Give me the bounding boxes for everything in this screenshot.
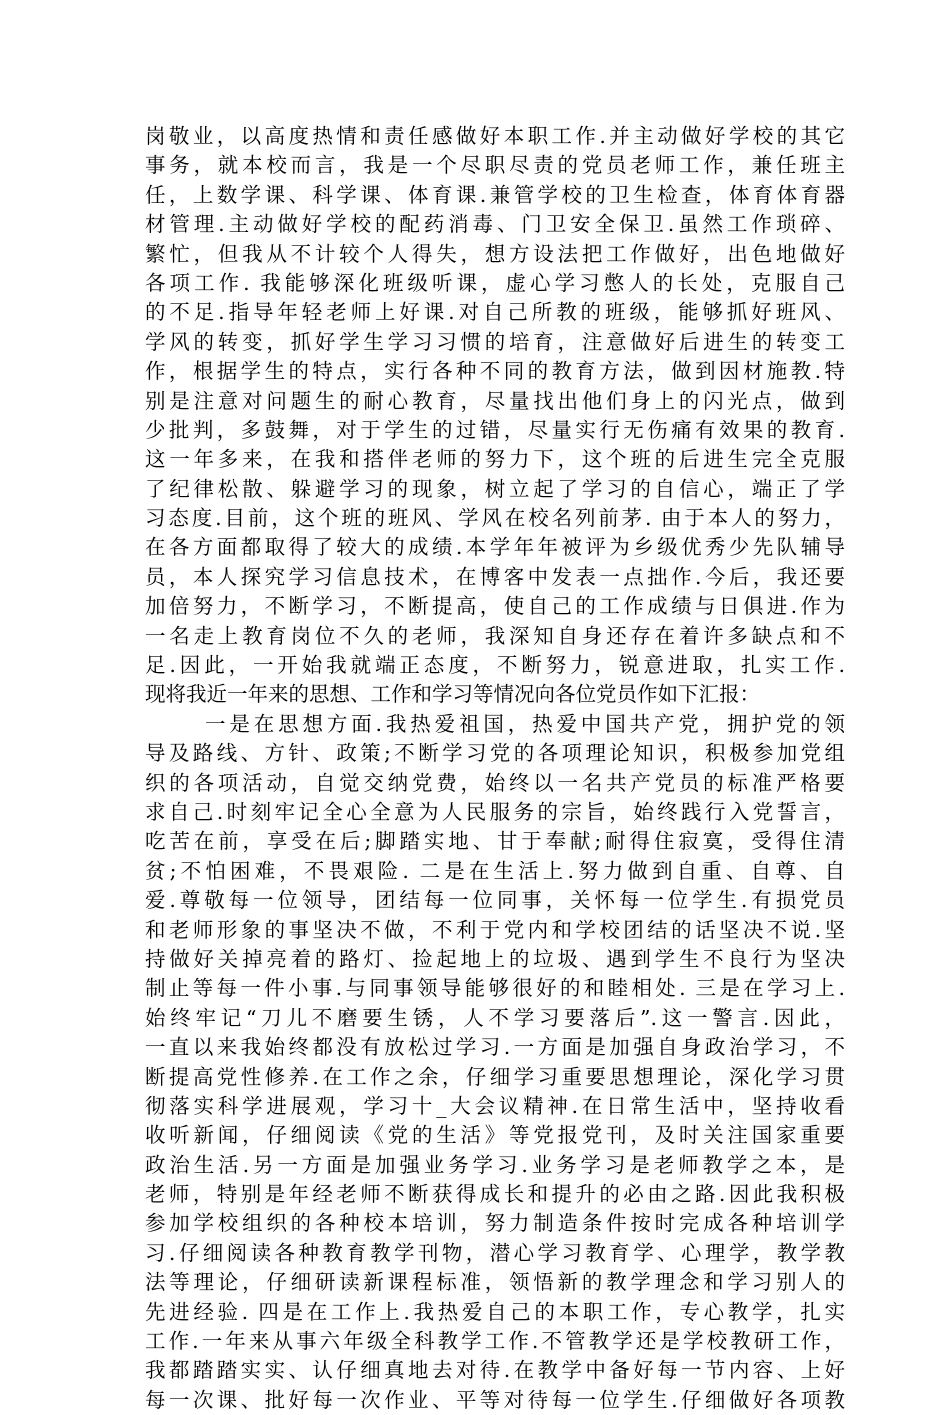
- text-line: 彻落实科学进展观，学习十_大会议精神.在日常生活中，坚持收看: [145, 1093, 845, 1118]
- text-line: 每一次课、批好每一次作业、平等对待每一位学生.仔细做好各项教: [145, 1387, 845, 1412]
- text-line: 岗敬业，以高度热情和责任感做好本职工作.并主动做好学校的其它: [145, 124, 845, 148]
- text-line: 导及路线、方针、政策;不断学习党的各项理论知识，积极参加党组: [145, 741, 845, 766]
- text-line: 一名走上教育岗位不久的老师，我深知自身还存在着许多缺点和不: [145, 623, 845, 648]
- text-line: 持做好关掉亮着的路灯、捡起地上的垃圾、遇到学生不良行为坚决: [145, 946, 845, 971]
- text-line: 在各方面都取得了较大的成绩.本学年年被评为乡级优秀少先队辅导: [145, 535, 845, 560]
- text-line: 繁忙，但我从不计较个人得失，想方设法把工作做好，出色地做好: [145, 241, 845, 266]
- text-line: 了纪律松散、躲避学习的现象，树立起了学习的自信心，端正了学: [145, 476, 845, 501]
- text-line: 作，根据学生的特点，实行各种不同的教育方法，做到因材施教.特: [145, 359, 845, 384]
- text-line: 贫;不怕困难，不畏艰险. 二是在生活上.努力做到自重、自尊、自: [145, 858, 845, 883]
- text-line: 先进经验. 四是在工作上.我热爱自己的本职工作，专心教学，扎实: [145, 1299, 845, 1324]
- text-line: 的不足.指导年轻老师上好课.对自己所教的班级，能够抓好班风、: [145, 300, 845, 325]
- text-line: 习.仔细阅读各种教育教学刊物，潜心学习教育学、心理学，教学教: [145, 1240, 845, 1265]
- text-line: 和老师形象的事坚决不做，不利于党内和学校团结的话坚决不说.坚: [145, 917, 845, 942]
- text-line: 这一年多来，在我和搭伴老师的努力下，这个班的后进生完全克服: [145, 447, 845, 472]
- text-line: 参加学校组织的各种校本培训，努力制造条件按时完成各种培训学: [145, 1211, 845, 1236]
- text-line: 少批判，多鼓舞，对于学生的过错，尽量实行无伤痛有效果的教育.: [145, 417, 845, 442]
- text-line: 足.因此，一开始我就端正态度，不断努力，锐意进取，扎实工作.: [145, 653, 845, 678]
- text-line: 法等理论，仔细研读新课程标准，领悟新的教学理念和学习别人的: [145, 1270, 845, 1295]
- text-line: 求自己.时刻牢记全心全意为人民服务的宗旨，始终践行入党誓言，: [145, 799, 845, 824]
- text-line: 织的各项活动，自觉交纳党费，始终以一名共产党员的标准严格要: [145, 770, 845, 795]
- text-line: 爱.尊敬每一位领导，团结每一位同事，关怀每一位学生.有损党员: [145, 888, 845, 913]
- paragraph-start-line: 一是在思想方面.我热爱祖国，热爱中国共产党，拥护党的领: [205, 711, 845, 736]
- text-line: 材管理.主动做好学校的配药消毒、门卫安全保卫.虽然工作琐碎、: [145, 212, 845, 237]
- text-line: 员，本人探究学习信息技术，在博客中发表一点拙作.今后，我还要: [145, 564, 845, 589]
- text-line: 收听新闻，仔细阅读《党的生活》等党报党刊，及时关注国家重要: [145, 1123, 845, 1148]
- text-line: 老师，特别是年经老师不断获得成长和提升的必由之路.因此我积极: [145, 1182, 845, 1207]
- text-line: 我都踏踏实实、认仔细真地去对待.在教学中备好每一节内容、上好: [145, 1358, 845, 1383]
- body-text: [145, 122, 845, 1415]
- text-line: 学风的转变，抓好学生学习习惯的培育，注意做好后进生的转变工: [145, 329, 845, 354]
- text-line: 吃苦在前，享受在后;脚踏实地、甘于奉献;耐得住寂寞，受得住清: [145, 829, 845, 854]
- text-line: 各项工作. 我能够深化班级听课，虚心学习憋人的长处，克服自己: [145, 270, 845, 295]
- text-line: 习态度.目前，这个班的班风、学风在校名列前茅. 由于本人的努力，: [145, 506, 845, 531]
- text-line: 始终牢记“刀儿不磨要生锈，人不学习要落后”.这一警言.因此，: [145, 1005, 845, 1030]
- text-line: 现将我近一年来的思想、工作和学习等情况向各位党员作如下汇报：: [145, 682, 760, 707]
- text-line: 任，上数学课、科学课、体育课.兼管学校的卫生检查，体育体育器: [145, 182, 845, 207]
- text-line: 政治生活.另一方面是加强业务学习.业务学习是老师教学之本，是: [145, 1152, 845, 1177]
- text-line: 加倍努力，不断学习，不断提高，使自己的工作成绩与日俱进.作为: [145, 594, 845, 619]
- text-line: 别是注意对问题生的耐心教育，尽量找出他们身上的闪光点，做到: [145, 388, 845, 413]
- text-line: 工作.一年来从事六年级全科教学工作.不管教学还是学校教研工作，: [145, 1329, 845, 1354]
- text-line: 事务，就本校而言，我是一个尽职尽责的党员老师工作，兼任班主: [145, 153, 845, 178]
- text-line: 制止等每一件小事.与同事领导能够很好的和睦相处. 三是在学习上.: [145, 976, 845, 1001]
- text-line: 断提高党性修养.在工作之余，仔细学习重要思想理论，深化学习贯: [145, 1064, 845, 1089]
- text-line: 一直以来我始终都没有放松过学习.一方面是加强自身政治学习，不: [145, 1035, 845, 1060]
